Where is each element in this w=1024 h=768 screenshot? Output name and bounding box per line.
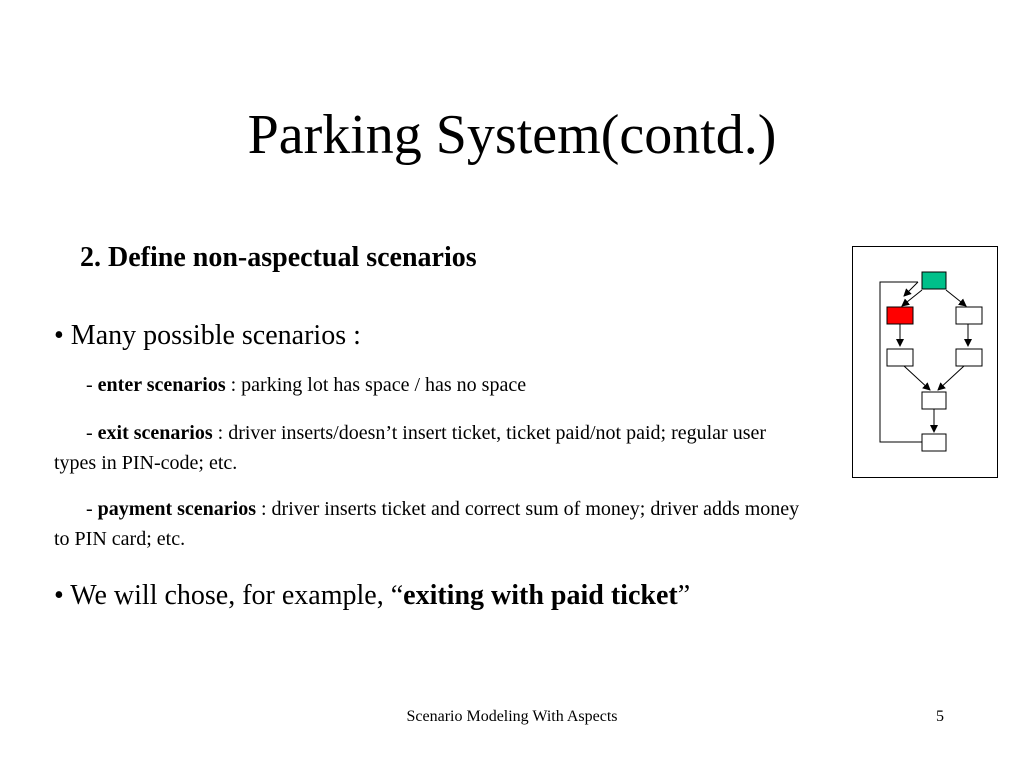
highlighted-node <box>887 307 913 324</box>
sub-item-text: : driver inserts/doesn’t insert ticket, ticket paid/not paid; regular user types in PIN-code; etc. <box>54 422 767 474</box>
sub-item-text: : driver inserts ticket and correct sum of money; driver adds money to PIN card; etc. <box>54 498 800 550</box>
node-right-top <box>956 307 982 324</box>
sub-item-prefix: - <box>86 498 98 520</box>
node-merge <box>922 392 946 409</box>
slide-title: Parking System(contd.) <box>247 104 777 166</box>
sub-item-term: payment scenarios <box>97 498 256 520</box>
node-left-mid <box>887 349 913 366</box>
subheading: 2. Define non-aspectual scenarios <box>80 242 477 273</box>
node-end <box>922 434 946 451</box>
page-number: 5 <box>936 708 944 725</box>
node-right-mid <box>956 349 982 366</box>
start-node <box>922 272 946 289</box>
sub-item-term: enter scenarios <box>97 374 226 396</box>
bullet-many-scenarios: • Many possible scenarios : <box>54 320 361 351</box>
sub-item-prefix: - <box>86 422 98 444</box>
sub-item-payment <box>54 494 804 554</box>
sub-item-prefix: - <box>86 374 98 396</box>
sub-item-exit <box>54 418 804 478</box>
scenario-flow-diagram <box>852 246 998 478</box>
sub-item-term: exit scenarios <box>97 422 213 444</box>
footer-title: Scenario Modeling With Aspects <box>406 708 618 725</box>
bullet-quote-close: ” <box>677 580 691 611</box>
bullet-chosen-scenario <box>54 576 774 616</box>
sub-item-enter <box>54 370 804 400</box>
sub-item-text: : parking lot has space / has no space <box>225 374 527 396</box>
bullet-text: • We will chose, for example, “ <box>54 580 404 611</box>
bullet-term: exiting with paid ticket <box>403 580 678 611</box>
